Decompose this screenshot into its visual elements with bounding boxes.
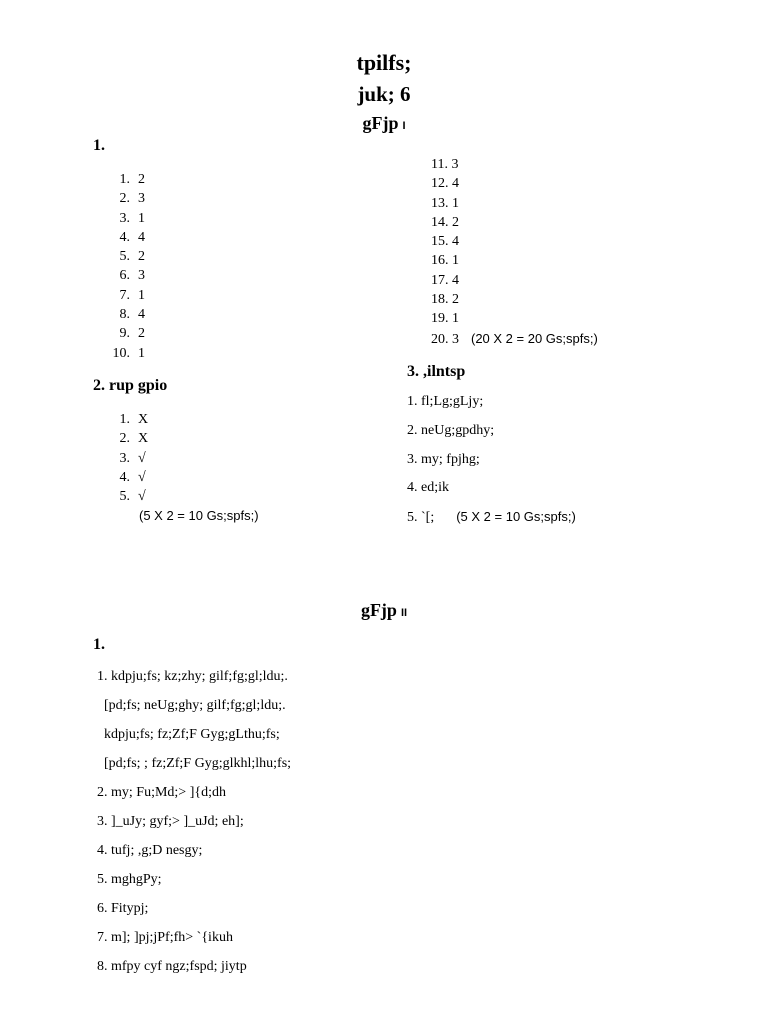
list-item	[104, 305, 145, 324]
document-subtitle: juk; 6	[357, 82, 411, 106]
item-value: 2	[138, 172, 145, 187]
section-1-right-list	[431, 155, 598, 349]
list-item: 15. 4	[431, 234, 459, 250]
item-number: 4.	[119, 469, 130, 485]
list-item	[104, 247, 145, 266]
part-two-heading	[0, 600, 768, 621]
list-item	[104, 228, 145, 247]
list-item	[431, 329, 598, 349]
item-number: 6.	[119, 268, 130, 284]
item-number: 4.	[119, 229, 130, 245]
item-value: 3	[138, 191, 145, 207]
item-number: 8.	[119, 307, 130, 323]
item-value: √	[138, 450, 146, 466]
answer-line: 4. tufj; ,g;D nesgy;	[97, 843, 203, 858]
item-value: 4	[138, 307, 145, 323]
list-item: 16. 1	[431, 253, 459, 269]
document-title: tpilfs;	[356, 50, 412, 75]
section-3-item-5	[407, 509, 576, 526]
list-item	[104, 487, 148, 506]
section-2-heading: 2. rup gpio	[93, 377, 168, 394]
section-2-list	[104, 410, 148, 506]
marks-note: (5 X 2 = 10 Gs;spfs;)	[456, 509, 576, 524]
list-item: 19. 1	[431, 311, 459, 327]
section-3-item-1: 1. fl;Lg;gLjy;	[407, 394, 484, 409]
list-item: 13. 1	[431, 195, 459, 211]
part-two-roman: II	[400, 607, 408, 619]
section-1-left-list	[104, 170, 145, 363]
list-item	[104, 468, 148, 487]
marks-note: (20 X 2 = 20 Gs;spfs;)	[471, 330, 598, 346]
item-value: √	[138, 469, 146, 485]
list-item: 12. 4	[431, 176, 459, 192]
item-value: 1	[138, 210, 145, 226]
list-item: 17. 4	[431, 272, 459, 288]
answer-line: 2. my; Fu;Md;> ]{d;dh	[97, 785, 226, 800]
answer-line: 5. mghgPy;	[97, 872, 162, 887]
part-two-section-1-heading: 1.	[93, 636, 105, 653]
item-value: 2	[138, 326, 145, 342]
item-number: 5.	[119, 489, 130, 505]
list-item	[104, 410, 148, 429]
list-item	[104, 189, 145, 208]
part-two-label: gFjp	[360, 600, 397, 620]
section-3-item-4: 4. ed;ik	[407, 480, 449, 495]
item-number: 3.	[119, 450, 130, 466]
list-item	[104, 429, 148, 448]
item-number: 1.	[119, 172, 130, 187]
list-item	[104, 324, 145, 343]
item-number: 7.	[119, 287, 130, 303]
answer-line: 1. kdpju;fs; kz;zhy; gilf;fg;gl;ldu;.	[97, 669, 288, 684]
section-3-item-2: 2. neUg;gpdhy;	[407, 423, 495, 438]
list-item	[104, 209, 145, 228]
item-number: 3.	[119, 210, 130, 226]
list-item: 14. 2	[431, 214, 459, 230]
section-1-heading: 1.	[93, 137, 105, 154]
item-value: 1	[138, 287, 145, 303]
item-value: 3	[138, 268, 145, 284]
item-value: 2	[138, 249, 145, 265]
list-item: 18. 2	[431, 292, 459, 308]
section-3-item-3: 3. my; fpjhg;	[407, 452, 480, 467]
answer-line: 7. m]; ]pj;jPf;fh> `{ikuh	[97, 930, 233, 945]
item-number: 5.	[119, 249, 130, 265]
item-value: √	[138, 489, 146, 505]
section-2-marks: (5 X 2 = 10 Gs;spfs;)	[139, 508, 259, 523]
list-item	[104, 266, 145, 285]
part-one-heading	[0, 113, 768, 134]
item-number: 10.	[112, 345, 130, 361]
list-item: 11. 3	[431, 157, 459, 172]
answer-line: 8. mfpy cyf ngz;fspd; jiytp	[97, 959, 247, 974]
item-number: 2.	[119, 191, 130, 207]
part-one-roman: I	[402, 120, 406, 132]
part-one-label: gFjp	[362, 113, 399, 133]
answer-line: [pd;fs; ; fz;Zf;F Gyg;glkhl;lhu;fs;	[104, 756, 292, 771]
item-number: 9.	[119, 326, 130, 342]
answer-line: kdpju;fs; fz;Zf;F Gyg;gLthu;fs;	[104, 727, 280, 742]
item-number: 2.	[119, 431, 130, 447]
item-value: 4	[138, 229, 145, 245]
answer-line: 6. Fitypj;	[97, 901, 149, 916]
answer-line: [pd;fs; neUg;ghy; gilf;fg;gl;ldu;.	[104, 698, 286, 713]
item-value: 1	[138, 345, 145, 361]
item-text: 5. `[;	[407, 510, 435, 525]
item-number: 1.	[119, 412, 130, 427]
answer-line: 3. ]_uJy; gyf;> ]_uJd; eh];	[97, 814, 244, 829]
list-item	[104, 286, 145, 305]
item-value: X	[138, 431, 149, 447]
item-text: 20. 3	[431, 331, 459, 347]
item-value: X	[138, 412, 149, 427]
list-item	[104, 344, 145, 363]
list-item	[104, 170, 145, 189]
section-3-heading: 3. ,ilntsp	[407, 363, 466, 380]
list-item	[104, 449, 148, 468]
